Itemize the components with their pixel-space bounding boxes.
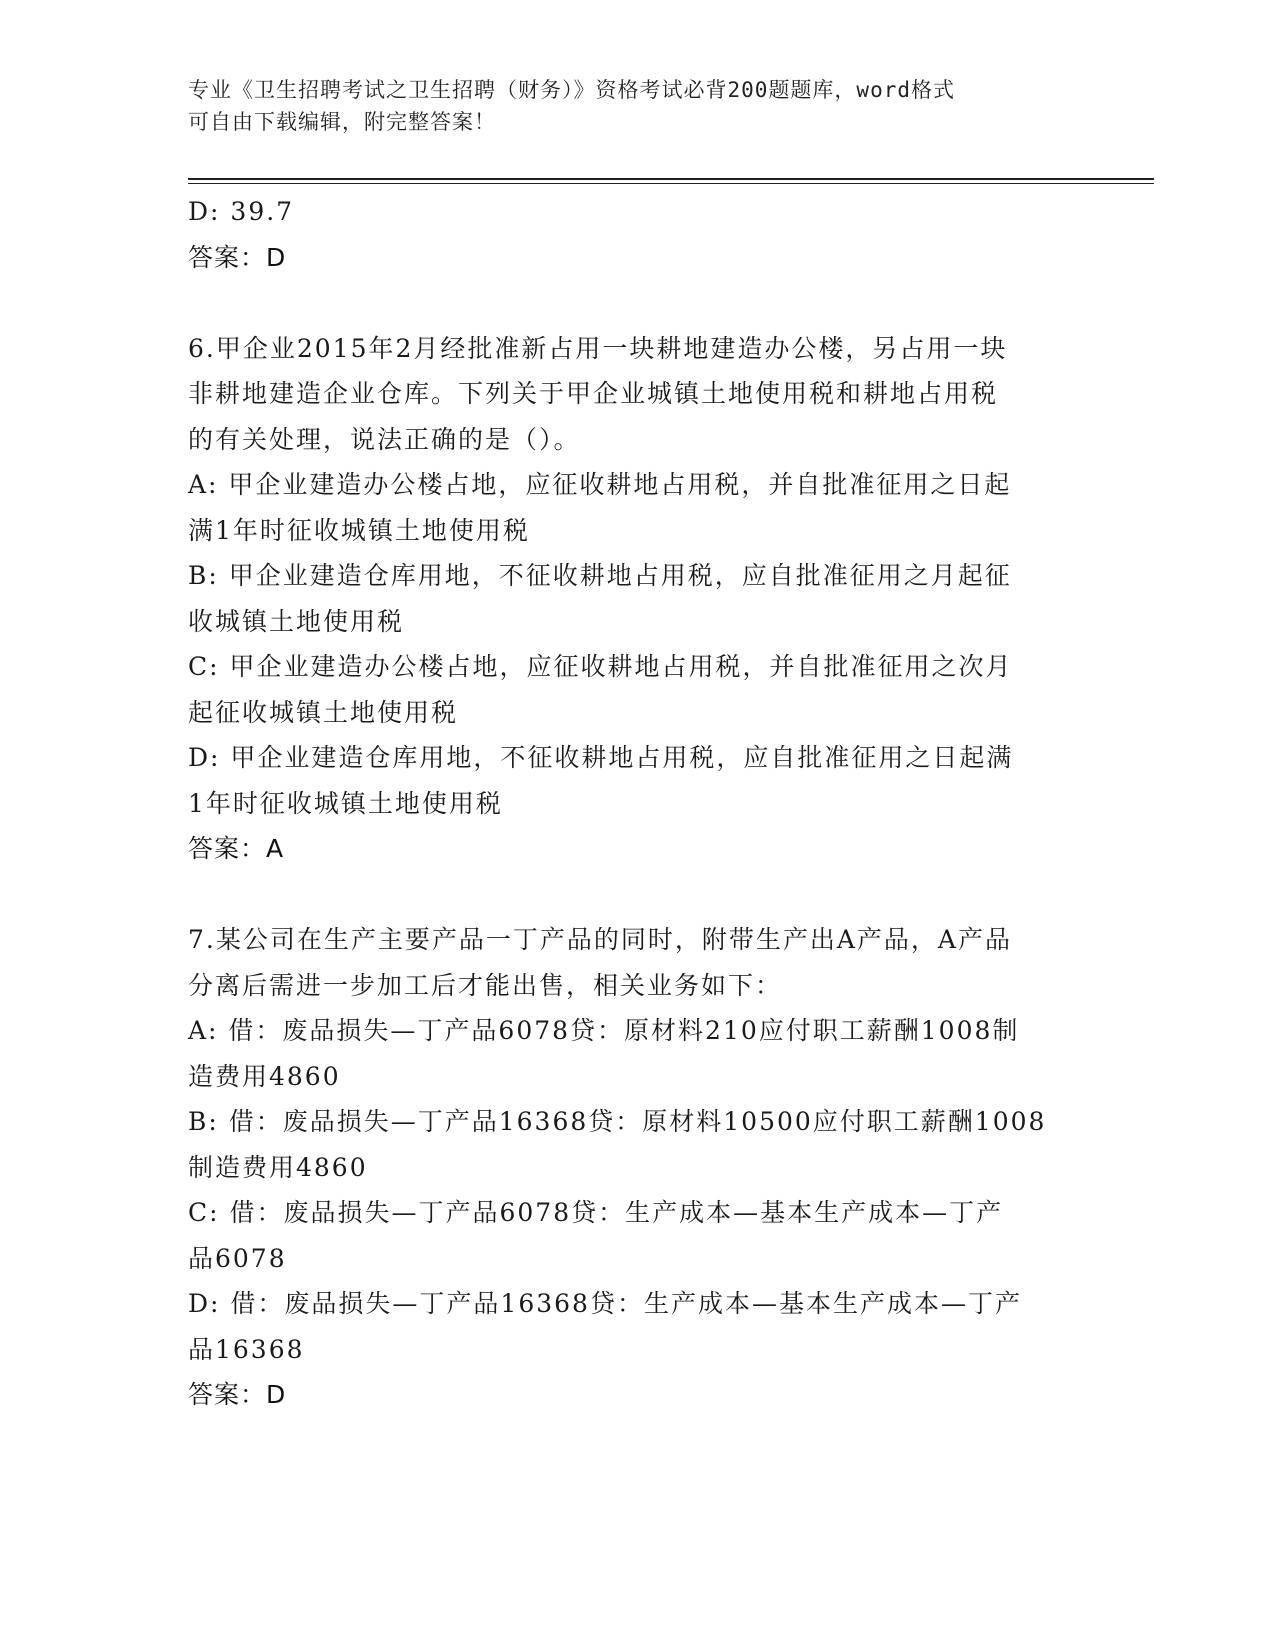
document-header — [188, 74, 1068, 138]
option-b-continued: 收城镇土地使用税 — [188, 606, 405, 636]
spacer — [188, 280, 1088, 326]
option-a-continued: 造费用4860 — [188, 1061, 341, 1091]
question-stem-line: 分离后需进一步加工后才能出售，相关业务如下： — [188, 970, 783, 1000]
spacer — [188, 872, 1088, 918]
option-c: C: 甲企业建造办公楼占地，应征收耕地占用税，并自批准征用之次月 — [188, 652, 1013, 681]
question-stem-line: 的有关处理，说法正确的是（）。 — [188, 424, 581, 454]
header-line-2: 可自由下载编辑，附完整答案！ — [188, 110, 496, 134]
header-divider-thick — [188, 178, 1154, 180]
document-body — [188, 189, 1088, 1418]
answer-label: 答案：A — [188, 834, 285, 863]
option-d-continued: 1年时征收城镇土地使用税 — [188, 788, 503, 818]
answer-label: 答案：D — [188, 1380, 287, 1409]
answer-label: 答案：D — [188, 242, 287, 272]
question-7 — [188, 917, 1088, 1418]
question-stem-line: 7.某公司在生产主要产品一丁产品的同时，附带生产出A产品，A产品 — [188, 925, 1012, 954]
option-a-continued: 满1年时征收城镇土地使用税 — [188, 515, 530, 545]
header-divider-thin — [188, 183, 1154, 184]
option-b-continued: 制造费用4860 — [188, 1152, 368, 1182]
option-a: A: 甲企业建造办公楼占地，应征收耕地占用税，并自批准征用之日起 — [188, 470, 1012, 499]
header-line-1: 专业《卫生招聘考试之卫生招聘（财务）》资格考试必背200题题库，word格式 — [188, 78, 955, 102]
option-b: B: 借：废品损失—丁产品16368贷：原材料10500应付职工薪酬1008 — [188, 1107, 1047, 1136]
option-c-continued: 品6078 — [188, 1243, 287, 1273]
option-c: C: 借：废品损失—丁产品6078贷：生产成本—基本生产成本—丁产 — [188, 1198, 1004, 1227]
question-stem-line: 非耕地建造企业仓库。下列关于甲企业城镇土地使用税和耕地占用税 — [188, 379, 999, 408]
option-d: D: 39.7 — [188, 197, 295, 226]
option-d: D: 借：废品损失—丁产品16368贷：生产成本—基本生产成本—丁产 — [188, 1289, 1022, 1318]
previous-question-tail — [188, 189, 1088, 280]
option-b: B: 甲企业建造仓库用地，不征收耕地占用税，应自批准征用之月起征 — [188, 561, 1012, 590]
option-d: D: 甲企业建造仓库用地，不征收耕地占用税，应自批准征用之日起满 — [188, 743, 1014, 772]
question-stem-line: 6.甲企业2015年2月经批准新占用一块耕地建造办公楼，另占用一块 — [188, 333, 1008, 363]
option-d-continued: 品16368 — [188, 1334, 305, 1364]
option-a: A: 借：废品损失—丁产品6078贷：原材料210应付职工薪酬1008制 — [188, 1016, 1020, 1045]
option-c-continued: 起征收城镇土地使用税 — [188, 697, 459, 727]
question-6 — [188, 326, 1088, 872]
